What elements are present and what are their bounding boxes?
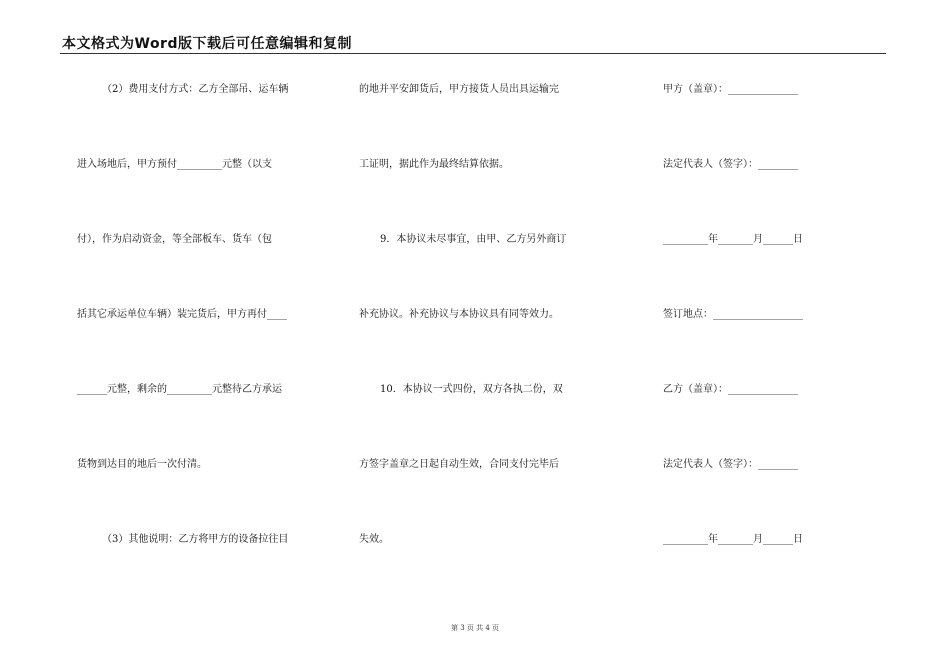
col2-line-3: 9．本协议未尽事宜，由甲、乙方另外商订 bbox=[380, 234, 567, 245]
col1-line-1: （2）费用支付方式：乙方全部吊、运车辆 bbox=[102, 84, 289, 95]
document-header-title: 本文格式为Word版下载后可任意编辑和复制 bbox=[62, 36, 352, 52]
party-a-date-line: _________年_______月______日 bbox=[663, 234, 803, 245]
col2-line-4: 补充协议。补充协议与本协议具有同等效力。 bbox=[359, 309, 559, 320]
header-divider bbox=[60, 53, 886, 54]
col1-line-7: （3）其他说明：乙方将甲方的设备拉往目 bbox=[102, 534, 289, 545]
col2-line-6: 方签字盖章之日起自动生效，合同支付完毕后 bbox=[359, 459, 559, 470]
col1-line-2: 进入场地后，甲方预付_________元整（以支 bbox=[77, 159, 272, 170]
col1-line-4: 括其它承运单位车辆）装完货后，甲方再付____ bbox=[77, 309, 287, 320]
col2-line-7: 失效。 bbox=[359, 534, 389, 545]
signing-location-line: 签订地点：__________________ bbox=[663, 309, 803, 320]
party-b-seal-line: 乙方（盖章）：______________ bbox=[663, 384, 798, 395]
col2-line-5: 10．本协议一式四份，双方各执二份，双 bbox=[380, 384, 563, 395]
party-a-representative-line: 法定代表人（签字）：________ bbox=[663, 159, 798, 170]
col2-line-1: 的地并平安卸货后，甲方接货人员出具运输完 bbox=[359, 84, 559, 95]
page-number: 第 3 页 共 4 页 bbox=[450, 624, 500, 632]
party-b-date-line: _________年_______月______日 bbox=[663, 534, 803, 545]
col2-line-2: 工证明，据此作为最终结算依据。 bbox=[359, 159, 509, 170]
party-a-seal-line: 甲方（盖章）：______________ bbox=[663, 84, 798, 95]
col1-line-6: 货物到达目的地后一次付清。 bbox=[77, 459, 207, 470]
col1-line-5: ______元整，剩余的_________元整待乙方承运 bbox=[77, 384, 282, 395]
col1-line-3: 付），作为启动资金，等全部板车、货车（包 bbox=[77, 234, 272, 245]
party-b-representative-line: 法定代表人（签字）：________ bbox=[663, 459, 798, 470]
